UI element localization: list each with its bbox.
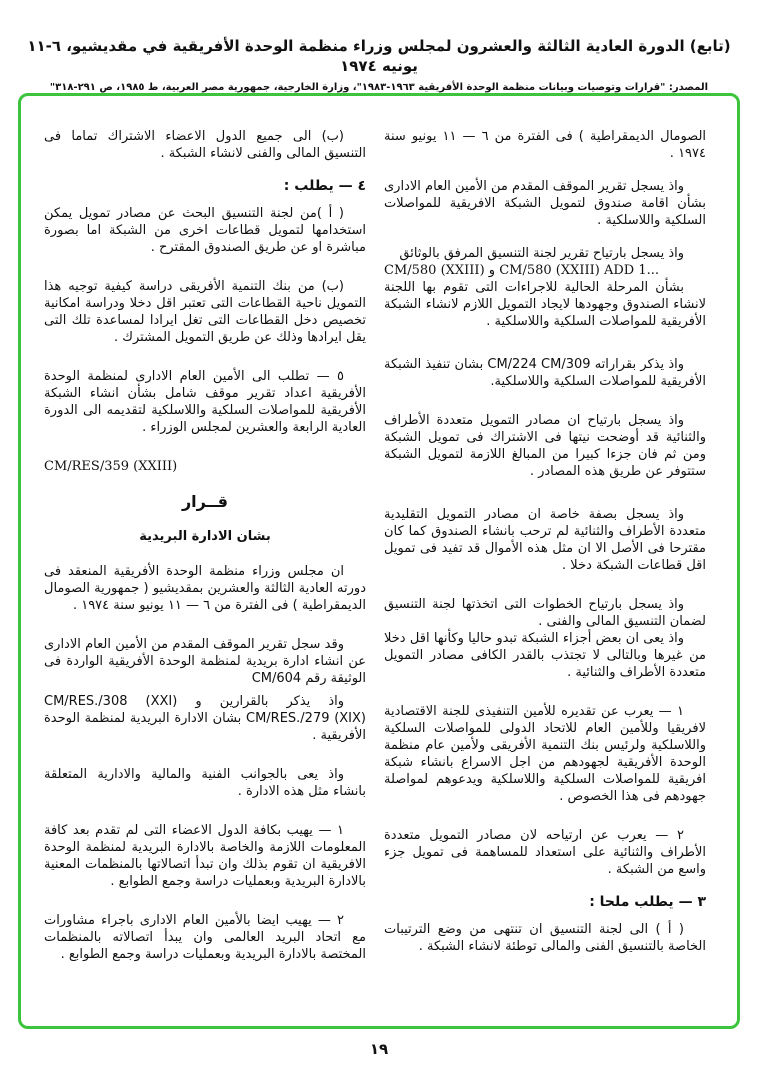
paragraph-group — [384, 245, 706, 330]
resolution-subject: بشان الادارة البريدية — [139, 529, 271, 544]
resolution-title: قــرار — [181, 492, 229, 511]
paragraph: واذ يسجل تقرير الموقف المقدم من الأمين العام الادارى بشأن اقامة صندوق لتمويل الشبكة الافريقية للمواصلات السلكية واللاسلكية . — [384, 179, 706, 228]
paragraph: واذ يذكر بالقرارين و CM/RES./308 (XXI) CM/RES./279 (XIX) بشان الادارة البريدية لمنظمة الوحدة الأفريقية . — [44, 694, 366, 743]
right-column — [384, 128, 706, 971]
paragraph: ١ — يهيب بكافة الدول الاعضاء التى لم تقدم بعد كافة المعلومات اللازمة والخاصة بالادارة البريدية لمنظمة الوحدة الافريقية ان تقوم بذلك وان تبدأ اتصالاتها بالمنظمات المعنية بالادارة البريدية وبعمليات دراسة وجمع الطوابع . — [44, 823, 366, 889]
paragraph: (ب) الى جميع الدول الاعضاء الاشتراك تماما فى التنسيق المالى والفنى لانشاء الشبكة . — [44, 129, 366, 161]
paragraph: واذ يسجل بارتياح الخطوات التى اتخذتها لجنة التنسيق لضمان التنسيق المالى والفنى . — [384, 597, 706, 629]
paragraph: واذ يعى ان بعض أجزاء الشبكة تبدو حاليا وكأنها اقل دخلا من غيرها وبالتالى لا تجتذب بالقدر الكافى مصادر التمويل متعددة الأطراف والثنائية . — [384, 631, 706, 680]
paragraph: ١ — يعرب عن تقديره للأمين التنفيذى للجنة الاقتصادية لافريقيا وللأمين العام للاتحاد الدولى للمواصلات السلكية واللاسلكية ولرئيس بنك التنمية الأفريقى ولأمين عام منظمة الوحدة الأفريقية لجهودهم من اجل الاسراع بانشاء شبكة افريقية للمواصلات السلكية واللاسلكية ويدعوهم لمواصلة جهودهم فى هذا الخصوص . — [384, 704, 706, 804]
header-source: المصدر: "قرارات وتوصيات وبيانات منظمة الوحدة الأفريقية ١٩٦٣-١٩٨٣"، وزارة الخارجية، جمهورية مصر العربية، ط ١٩٨٥، ص ٢٩١-٣١٨" — [49, 82, 709, 93]
paragraph: الصومال الديمقراطية ) فى الفترة من ٦ — ١١ يونيو سنة ١٩٧٤ . — [384, 129, 707, 161]
section-heading: ٤ — يطلب : — [283, 178, 366, 194]
paragraph: واذ يذكر بقراراته CM/224 CM/309 بشان تنفيذ الشبكة الأفريقية للمواصلات السلكية واللاسلكية. — [384, 357, 706, 389]
paragraph: بشأن المرحلة الحالية للاجراءات التى تقوم بها اللجنة لانشاء الصندوق وجهودها لايجاد التمويل اللازم لانشاء الشبكة الأفريقية للمواصلات السلكية واللاسلكية . — [384, 280, 706, 329]
paragraph: واذ يسجل بارتياح ان مصادر التمويل متعددة الأطراف والثنائية قد أوضحت نيتها فى الاشتراك فى تمويل الشبكة ومن ثم فان جزءا كبيرا من المبالغ اللازمة لتمويل الشبكة ستتوفر عن طريق هذه المصادر . — [384, 413, 706, 479]
paragraph: ٢ — يعرب عن ارتياحه لان مصادر التمويل متعددة الأطراف والثنائية على استعداد للمساهمة فى تمويل جزء واسع من الشبكة . — [384, 828, 706, 877]
paragraph: ( أ )من لجنة التنسيق البحث عن مصادر تمويل يمكن استخدامها لتمويل قطاعات اخرى من الشبكة اما بصورة مباشرة او عن طريق الصندوق المقترح . — [44, 206, 366, 255]
paragraph: ٢ — يهيب ايضا بالأمين العام الادارى باجراء مشاورات مع اتحاد البريد العالمى وان يبدأ اتصالاته بالمنظمات المختصة بالادارة البريدية وبعمليات دراسة وجمع الطوابع . — [44, 913, 366, 962]
header-title: (تابع) الدورة العادية الثالثة والعشرون لمجلس وزراء منظمة الوحدة الأفريقية في مقديشيو، ٦-١١ يونيه ١٩٧٤ — [27, 37, 731, 75]
page-header — [20, 36, 738, 96]
paragraph: واذ يسجل بارتياح تقرير لجنة التنسيق المرفق بالوثائق — [399, 246, 684, 261]
section-heading: ٣ — يطلب ملحا : — [589, 894, 706, 910]
paragraph: (ب) من بنك التنمية الأفريقى دراسة كيفية توجيه هذا التمويل ناحية القطاعات التى تعتبر اقل دخلا ودراسة امكانية تخصيص دخل القطاعات التى تغل ايرادا لمساعدة تلك التى يقل ايرادها وذلك عن طريق التمويل المشترك . — [44, 279, 366, 345]
paragraph: ان مجلس وزراء منظمة الوحدة الأفريقية المنعقد فى دورته العادية الثالثة والعشرين بمقديشيو ( جمهورية الصومال الديمقراطية ) فى الفترة من ٦ — ١١ يونيو سنة ١٩٧٤ . — [44, 564, 366, 613]
page-number: ١٩ — [369, 1040, 389, 1058]
paragraph: واذ يعى بالجوانب الفنية والمالية والادارية المتعلقة بانشاء مثل هذه الادارة . — [44, 767, 366, 799]
document-reference: CM/580 (XXIII) و CM/580 (XXIII) ADD 1... — [384, 263, 660, 278]
paragraph: ( أ ) الى لجنة التنسيق ان تنتهى من وضع الترتيبات الخاصة بالتنسيق الفنى والمالى توطئة لانشاء الشبكة . — [384, 922, 706, 954]
paragraph: واذ يسجل بصفة خاصة ان مصادر التمويل التقليدية متعددة الأطراف والثنائية لم ترحب بانشاء الصندوق كما كان مقترحا فى الأصل الا ان مثل هذه الأموال قد تفيد فى تمويل اقل قطاعات الشبكة دخلا . — [384, 507, 706, 573]
paragraph: وقد سجل تقرير الموقف المقدم من الأمين العام الادارى عن انشاء ادارة بريدية لمنظمة الوحدة الأفريقية الواردة فى الوثيقة رقم CM/604 — [44, 637, 366, 686]
resolution-code: CM/RES/359 (XXIII) — [44, 459, 178, 474]
left-column — [44, 128, 366, 979]
paragraph: ٥ — تطلب الى الأمين العام الادارى لمنظمة الوحدة الأفريقية اعداد تقرير موقف شامل بشأن انشاء الشبكة الأفريقية للمواصلات السلكية واللاسلكية لتقديمه الى الدورة العادية الرابعة والعشرين لمجلس الوزراء . — [44, 369, 366, 435]
